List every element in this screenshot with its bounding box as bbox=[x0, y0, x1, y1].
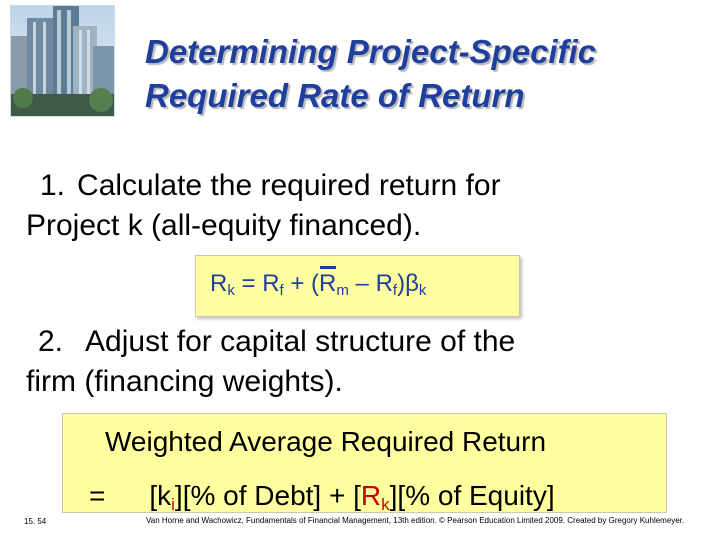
formula-rk: R bbox=[210, 270, 228, 297]
title-line-1: Determining Project-Specific bbox=[145, 33, 597, 70]
wacc-eq-sign: = bbox=[89, 480, 106, 511]
formula-rk-sub: k bbox=[227, 282, 235, 299]
wacc-open-ki: [k bbox=[149, 480, 172, 511]
formula-rf-sub: f bbox=[279, 282, 284, 299]
slide-number: 15. 54 bbox=[24, 517, 47, 526]
skyscraper-photo bbox=[10, 5, 115, 117]
point-2-line-1: Adjust for capital structure of the bbox=[85, 325, 516, 358]
wacc-title: Weighted Average Required Return bbox=[105, 426, 547, 457]
point-1 bbox=[26, 166, 666, 246]
point-2 bbox=[26, 322, 686, 402]
formula-plus: + ( bbox=[283, 270, 320, 297]
formula-close-beta: )β bbox=[397, 270, 419, 297]
capm-formula-box bbox=[195, 255, 520, 317]
capm-formula bbox=[210, 270, 426, 298]
point-1-number: 1. bbox=[40, 169, 66, 202]
title-line-2: Required Rate of Return bbox=[145, 77, 525, 114]
overline-bar bbox=[320, 266, 336, 269]
formula-beta-sub: k bbox=[418, 282, 427, 299]
formula-rm: R bbox=[319, 270, 337, 297]
wacc-rest-2: ][% of Equity] bbox=[389, 480, 555, 511]
footer-citation: Van Horne and Wachowicz, Fundamentals of Financial Management, 13th edition. © Pearson Education Limited 2009. Created by Gregory Kuhlemeyer. bbox=[146, 516, 685, 525]
formula-eq: = R bbox=[234, 270, 280, 297]
formula-rf2-sub: f bbox=[392, 282, 398, 299]
wacc-rk: R bbox=[360, 480, 382, 511]
wacc-equation bbox=[89, 480, 555, 512]
wacc-box bbox=[62, 413, 667, 513]
point-2-number: 2. bbox=[38, 325, 64, 358]
wacc-rest-1: ][% of Debt] + [ bbox=[174, 480, 361, 511]
wacc-ki-sub: i bbox=[171, 495, 175, 514]
formula-minus: – R bbox=[348, 270, 393, 297]
slide-title bbox=[145, 30, 705, 118]
point-1-line-1: Calculate the required return for bbox=[77, 169, 501, 202]
point-2-line-2: firm (financing weights). bbox=[26, 365, 343, 398]
wacc-rk-sub: k bbox=[381, 495, 390, 514]
formula-rm-sub: m bbox=[336, 282, 349, 299]
point-1-line-2: Project k (all-equity financed). bbox=[26, 209, 422, 242]
